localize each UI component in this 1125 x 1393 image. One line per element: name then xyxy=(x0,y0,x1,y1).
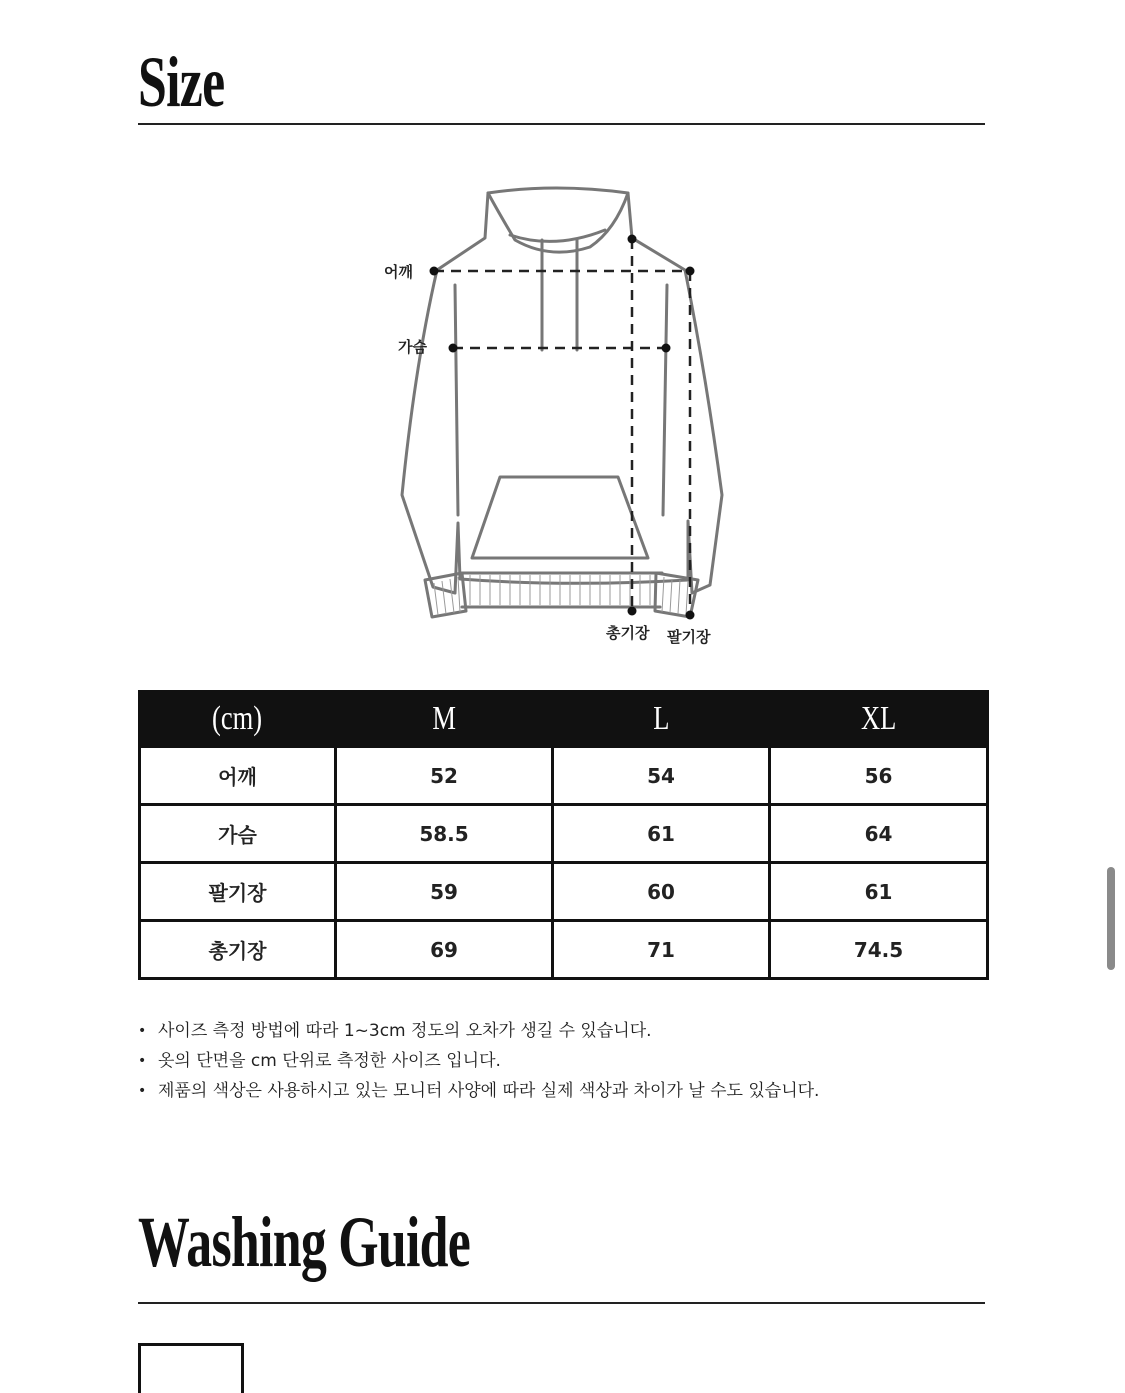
table-cell: 54 xyxy=(553,747,770,805)
table-cell: 61 xyxy=(553,805,770,863)
table-cell: 52 xyxy=(336,747,553,805)
chest-label: 가슴 xyxy=(398,338,427,356)
table-cell: 69 xyxy=(336,921,553,979)
hood-opening-line xyxy=(510,230,605,241)
size-table-header-row xyxy=(140,692,988,747)
row-label: 어깨 xyxy=(140,747,336,805)
hoodie-measurement-diagram xyxy=(370,175,750,655)
right-armhole-line xyxy=(663,285,667,515)
unit-header: (cm) xyxy=(140,692,336,747)
scrollbar-thumb[interactable] xyxy=(1107,867,1115,970)
row-label: 총기장 xyxy=(140,921,336,979)
table-cell: 71 xyxy=(553,921,770,979)
size-notes-list xyxy=(138,1016,819,1106)
list-item: • 옷의 단면을 cm 단위로 측정한 사이즈 입니다. xyxy=(138,1046,819,1076)
list-item: • 사이즈 측정 방법에 따라 1~3cm 정도의 오차가 생길 수 있습니다. xyxy=(138,1016,819,1046)
washing-guide-title: Washing Guide xyxy=(138,1202,471,1282)
hand-wash-icon xyxy=(138,1343,244,1393)
hoodie-outline xyxy=(402,188,722,593)
washing-title-divider xyxy=(138,1302,985,1304)
size-title-divider xyxy=(138,123,985,125)
table-cell: 74.5 xyxy=(770,921,988,979)
table-row xyxy=(140,805,988,863)
table-cell: 60 xyxy=(553,863,770,921)
table-cell: 56 xyxy=(770,747,988,805)
waistband-ribbing xyxy=(470,575,650,605)
row-label: 가슴 xyxy=(140,805,336,863)
table-cell: 64 xyxy=(770,805,988,863)
table-row xyxy=(140,747,988,805)
right-cuff-ribbing xyxy=(662,577,688,615)
shoulder-right-point xyxy=(686,267,695,276)
size-chart-table xyxy=(138,690,989,980)
total-length-label: 총기장 xyxy=(606,624,650,642)
shoulder-label: 어깨 xyxy=(384,263,413,281)
chest-right-point xyxy=(662,344,671,353)
table-row xyxy=(140,863,988,921)
table-cell: 59 xyxy=(336,863,553,921)
chest-left-point xyxy=(449,344,458,353)
kangaroo-pocket xyxy=(472,477,648,558)
hood-inner-line xyxy=(488,193,628,252)
list-item: • 제품의 색상은 사용하시고 있는 모니터 사양에 따라 실제 색상과 차이가 날 수도 있습니다. xyxy=(138,1076,819,1106)
sleeve-length-label: 팔기장 xyxy=(667,628,711,646)
left-armhole-line xyxy=(455,285,458,515)
row-label: 팔기장 xyxy=(140,863,336,921)
total-length-bottom-point xyxy=(628,607,637,616)
shoulder-left-point xyxy=(430,267,439,276)
size-header-xl: XL xyxy=(770,692,988,747)
total-length-top-point xyxy=(628,235,637,244)
size-header-l: L xyxy=(553,692,770,747)
sleeve-length-bottom-point xyxy=(686,611,695,620)
size-header-m: M xyxy=(336,692,553,747)
table-row xyxy=(140,921,988,979)
table-cell: 61 xyxy=(770,863,988,921)
table-cell: 58.5 xyxy=(336,805,553,863)
size-section-title: Size xyxy=(138,42,225,122)
